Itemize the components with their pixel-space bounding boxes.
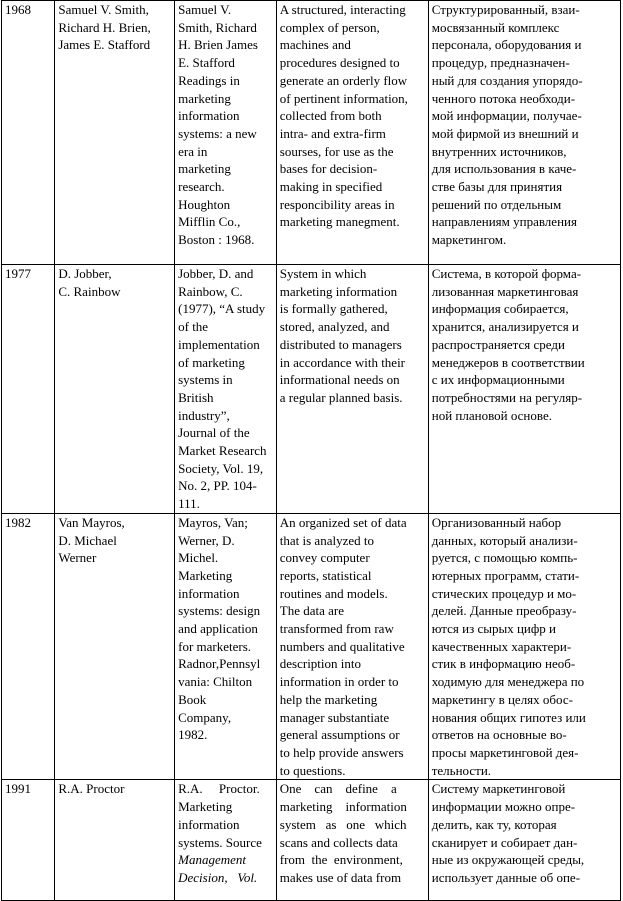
cell-text-line: 111. [178,496,200,512]
year-cell [2,1,55,265]
cell-text-line: (1977), “A study [178,301,266,317]
cell-text-line: information [178,816,240,832]
cell-text-line: James E. Stafford [58,37,151,53]
cell-text-line: research. [178,179,225,195]
cell-text-line: ной плановой основе. [431,407,552,423]
cell-text-line: информация собирается, [431,301,569,317]
cell-text-line: help the marketing [279,691,378,707]
cell-text-line: transformed from raw [279,621,394,637]
cell-text-line: distributed to managers [279,336,402,352]
cell-text-line: руется, с помощью компь- [431,550,578,566]
cell-text-line: systems in [178,372,233,388]
cell-text-line: R.A. Proctor [58,781,125,797]
cell-text-line: маркетингом. [431,232,507,248]
cell-text-line: Richard H. Brien, [58,19,151,35]
cell-text-line: System in which [279,266,367,281]
cell-text-line: делить, как ту, которая [431,816,557,832]
cell-text-line: Mayros, Van; [178,514,248,530]
source-cell [175,265,277,514]
cell-text-line: Radnor,Pennsyl [178,656,261,672]
cell-text-line: с их информационными [431,372,565,388]
cell-text-line: направлениям управления [431,214,577,230]
cell-text-line: that is analyzed to [279,532,374,548]
cell-text-line: для использования в каче- [431,161,577,177]
source-cell [175,513,277,780]
cell-text-line: 1982. [178,727,208,743]
cell-text-line: Werner [58,550,97,566]
year-cell [2,513,55,780]
cell-text-line: stored, analyzed, and [279,319,390,335]
cell-text-line: Система, в которой форма- [431,266,582,281]
cell-text-line: Society, Vol. 19, [178,460,264,476]
cell-text-line: делей. Данные преобразу- [431,603,577,619]
definition-en-cell [276,265,428,514]
cell-text-line: sourses, for use as the [279,143,394,159]
cell-text-line: C. Rainbow [58,283,121,299]
authors-cell [55,780,175,901]
cell-text-line: information in order to [279,674,399,690]
table-row [2,780,621,901]
cell-text-line: Management [178,852,246,868]
authors-cell [55,1,175,265]
cell-text-line: Book [178,691,207,707]
cell-text-line: Marketing [178,567,233,583]
cell-text-line: responcibility areas in [279,196,395,212]
cell-text-line: D. Jobber, [58,266,112,281]
cell-text-line: Werner, D. [178,532,235,548]
cell-text-line: numbers and qualitative [279,638,405,654]
cell-text-line: Jobber, D. and [178,266,254,281]
cell-text-line: reports, statistical [279,567,372,583]
cell-text-line: стик в информацию необ- [431,656,576,672]
definition-en-cell [276,513,428,780]
cell-text-line: marketing manegment. [279,214,400,230]
cell-text-line: routines and models. [279,585,388,601]
cell-text-line: Систему маркетинговой [431,781,566,797]
cell-text-line: convey computer [279,550,370,566]
cell-text-line: system as one which [279,816,407,832]
cell-text-line: procedures designed to [279,55,400,71]
cell-text-line: менеджеров в соответствии [431,354,585,370]
cell-text-line: machines and [279,37,351,53]
cell-text-line: making in specified [279,179,383,195]
cell-text-line: данных, который анализи- [431,532,578,548]
cell-text-line: of pertinent information, [279,90,408,106]
cell-text-line: Van Mayros, [58,514,125,530]
cell-text-line: D. Michael [58,532,117,548]
cell-text-line: хранится, анализируется и [431,319,579,335]
source-cell [175,1,277,265]
cell-text-line: ходимую для менеджера по [431,674,585,690]
cell-text-line: complex of person, [279,19,380,35]
cell-text-line: внутренних источников, [431,143,567,159]
cell-text-line: Организованный набор [431,514,562,530]
cell-text-line: мой фирмой из внешний и [431,125,579,141]
cell-text-line: процедур, предназначен- [431,55,570,71]
cell-text-line: решений по отдельным [431,196,562,212]
cell-text-line: Mifflin Co., [178,214,241,230]
cell-text-line: systems: a new [178,125,257,141]
cell-text-line: ответов на основные во- [431,727,567,743]
cell-text-line: systems: design [178,603,261,619]
cell-text-line: Michel. [178,550,219,566]
cell-text-line: R.A. Proctor. [178,781,260,797]
cell-text-line: Boston : 1968. [178,232,255,248]
cell-text-line: marketing information [279,799,407,815]
cell-text-line: bases for decision- [279,161,378,177]
cell-text-line: Smith, Richard [178,19,257,35]
cell-text-line: Samuel V. [178,2,232,17]
cell-text-line: marketing [178,161,231,177]
definition-ru-cell [428,265,620,514]
cell-text-line: industry”, [178,407,230,423]
authors-cell [55,513,175,780]
cell-text-line: of marketing [178,354,245,370]
cell-text-line: era in [178,143,208,159]
cell-text-line: vania: Chilton [178,674,253,690]
cell-text-line: implementation [178,336,260,352]
table-row [2,1,621,265]
cell-text-line: generate an orderly flow [279,72,408,88]
cell-text-line: makes use of data from [279,869,402,885]
cell-text-line: Samuel V. Smith, [58,2,149,17]
cell-text-line: and application [178,621,258,637]
cell-text-line: использует данные об опе- [431,869,581,885]
cell-text-line: распространяется среди [431,336,565,352]
cell-text-line: A structured, interacting [279,2,406,17]
cell-text-line: An organized set of data [279,514,407,530]
cell-text-line: ные из окружающей среды, [431,852,585,868]
cell-text-line: мой информации, получае- [431,108,582,124]
definition-ru-cell [428,513,620,780]
cell-text-line: intra- and extra-firm [279,125,386,141]
cell-text-line: Journal of the [178,425,250,441]
cell-text-line: нования общих гипотез или [431,709,586,725]
cell-text-line: ный для создания упорядо- [431,72,583,88]
cell-text-line: мосвязанный комплекс [431,19,560,35]
cell-text-line: collected from both [279,108,382,124]
cell-text-line: informational needs on [279,372,400,388]
cell-text-line: marketing information [279,283,398,299]
cell-text-line: One can define a [279,781,397,797]
cell-text-line: Marketing [178,799,233,815]
cell-text-line: British [178,389,214,405]
cell-text-line: E. Stafford [178,55,235,71]
definition-ru-cell [428,780,620,901]
definition-en-cell [276,780,428,901]
cell-text-line: to help provide answers [279,744,404,760]
cell-text-line: manager substantiate [279,709,390,725]
cell-text-line: from the environment, [279,852,403,868]
cell-text-line: 1968 [5,2,31,17]
cell-text-line: тельности. [431,762,492,778]
cell-text-line: No. 2, PP. 104- [178,478,257,494]
cell-text-line: стве базы для принятия [431,179,563,195]
cell-text-line: Rainbow, C. [178,283,243,299]
cell-text-line: in accordance with their [279,354,406,370]
cell-text-line: information [178,585,240,601]
cell-text-line: ютерных программ, стати- [431,567,580,583]
cell-text-line: информации можно опре- [431,799,576,815]
cell-text-line: 1982 [5,514,31,530]
table-row [2,513,621,780]
cell-text-line: маркетингу в целях обос- [431,691,573,707]
cell-text-line: сканирует и собирает дан- [431,834,578,850]
cell-text-line: Структурированный, взаи- [431,2,580,17]
cell-text-line: Readings in [178,72,240,88]
cell-text-line: стических процедур и мо- [431,585,577,601]
definition-ru-cell [428,1,620,265]
cell-text-line: персонала, оборудования и [431,37,582,53]
cell-text-line: general assumptions or [279,727,400,743]
definition-en-cell [276,1,428,265]
cell-text-line: to questions. [279,762,346,778]
cell-text-line: H. Brien James [178,37,258,53]
cell-text-line: лизованная маркетинговая [431,283,579,299]
cell-text-line: information [178,108,240,124]
cell-text-line: Decision, Vol. [178,869,258,885]
cell-text-line: description into [279,656,362,672]
cell-text-line: Houghton [178,196,231,212]
year-cell [2,780,55,901]
cell-text-line: of the [178,319,209,335]
cell-text-line: просы маркетинговой дея- [431,744,579,760]
definitions-table [1,0,621,901]
cell-text-line: 1991 [5,781,31,797]
cell-text-line: systems. Source [178,834,262,850]
table-row [2,265,621,514]
cell-text-line: is formally gathered, [279,301,388,317]
cell-text-line: marketing [178,90,231,106]
cell-text-line: The data are [279,603,344,619]
cell-text-line: ются из сырых цифр и [431,621,556,637]
cell-text-line: потребностями на регуляр- [431,389,583,405]
cell-text-line: a regular planned basis. [279,389,403,405]
cell-text-line: Market Research [178,443,267,459]
cell-text-line: for marketers. [178,638,252,654]
source-cell [175,780,277,901]
cell-text-line: 1977 [5,266,31,281]
cell-text-line: scans and collects data [279,834,398,850]
cell-text-line: Company, [178,709,232,725]
authors-cell [55,265,175,514]
cell-text-line: качественных характери- [431,638,572,654]
year-cell [2,265,55,514]
cell-text-line: ченного потока необходи- [431,90,576,106]
